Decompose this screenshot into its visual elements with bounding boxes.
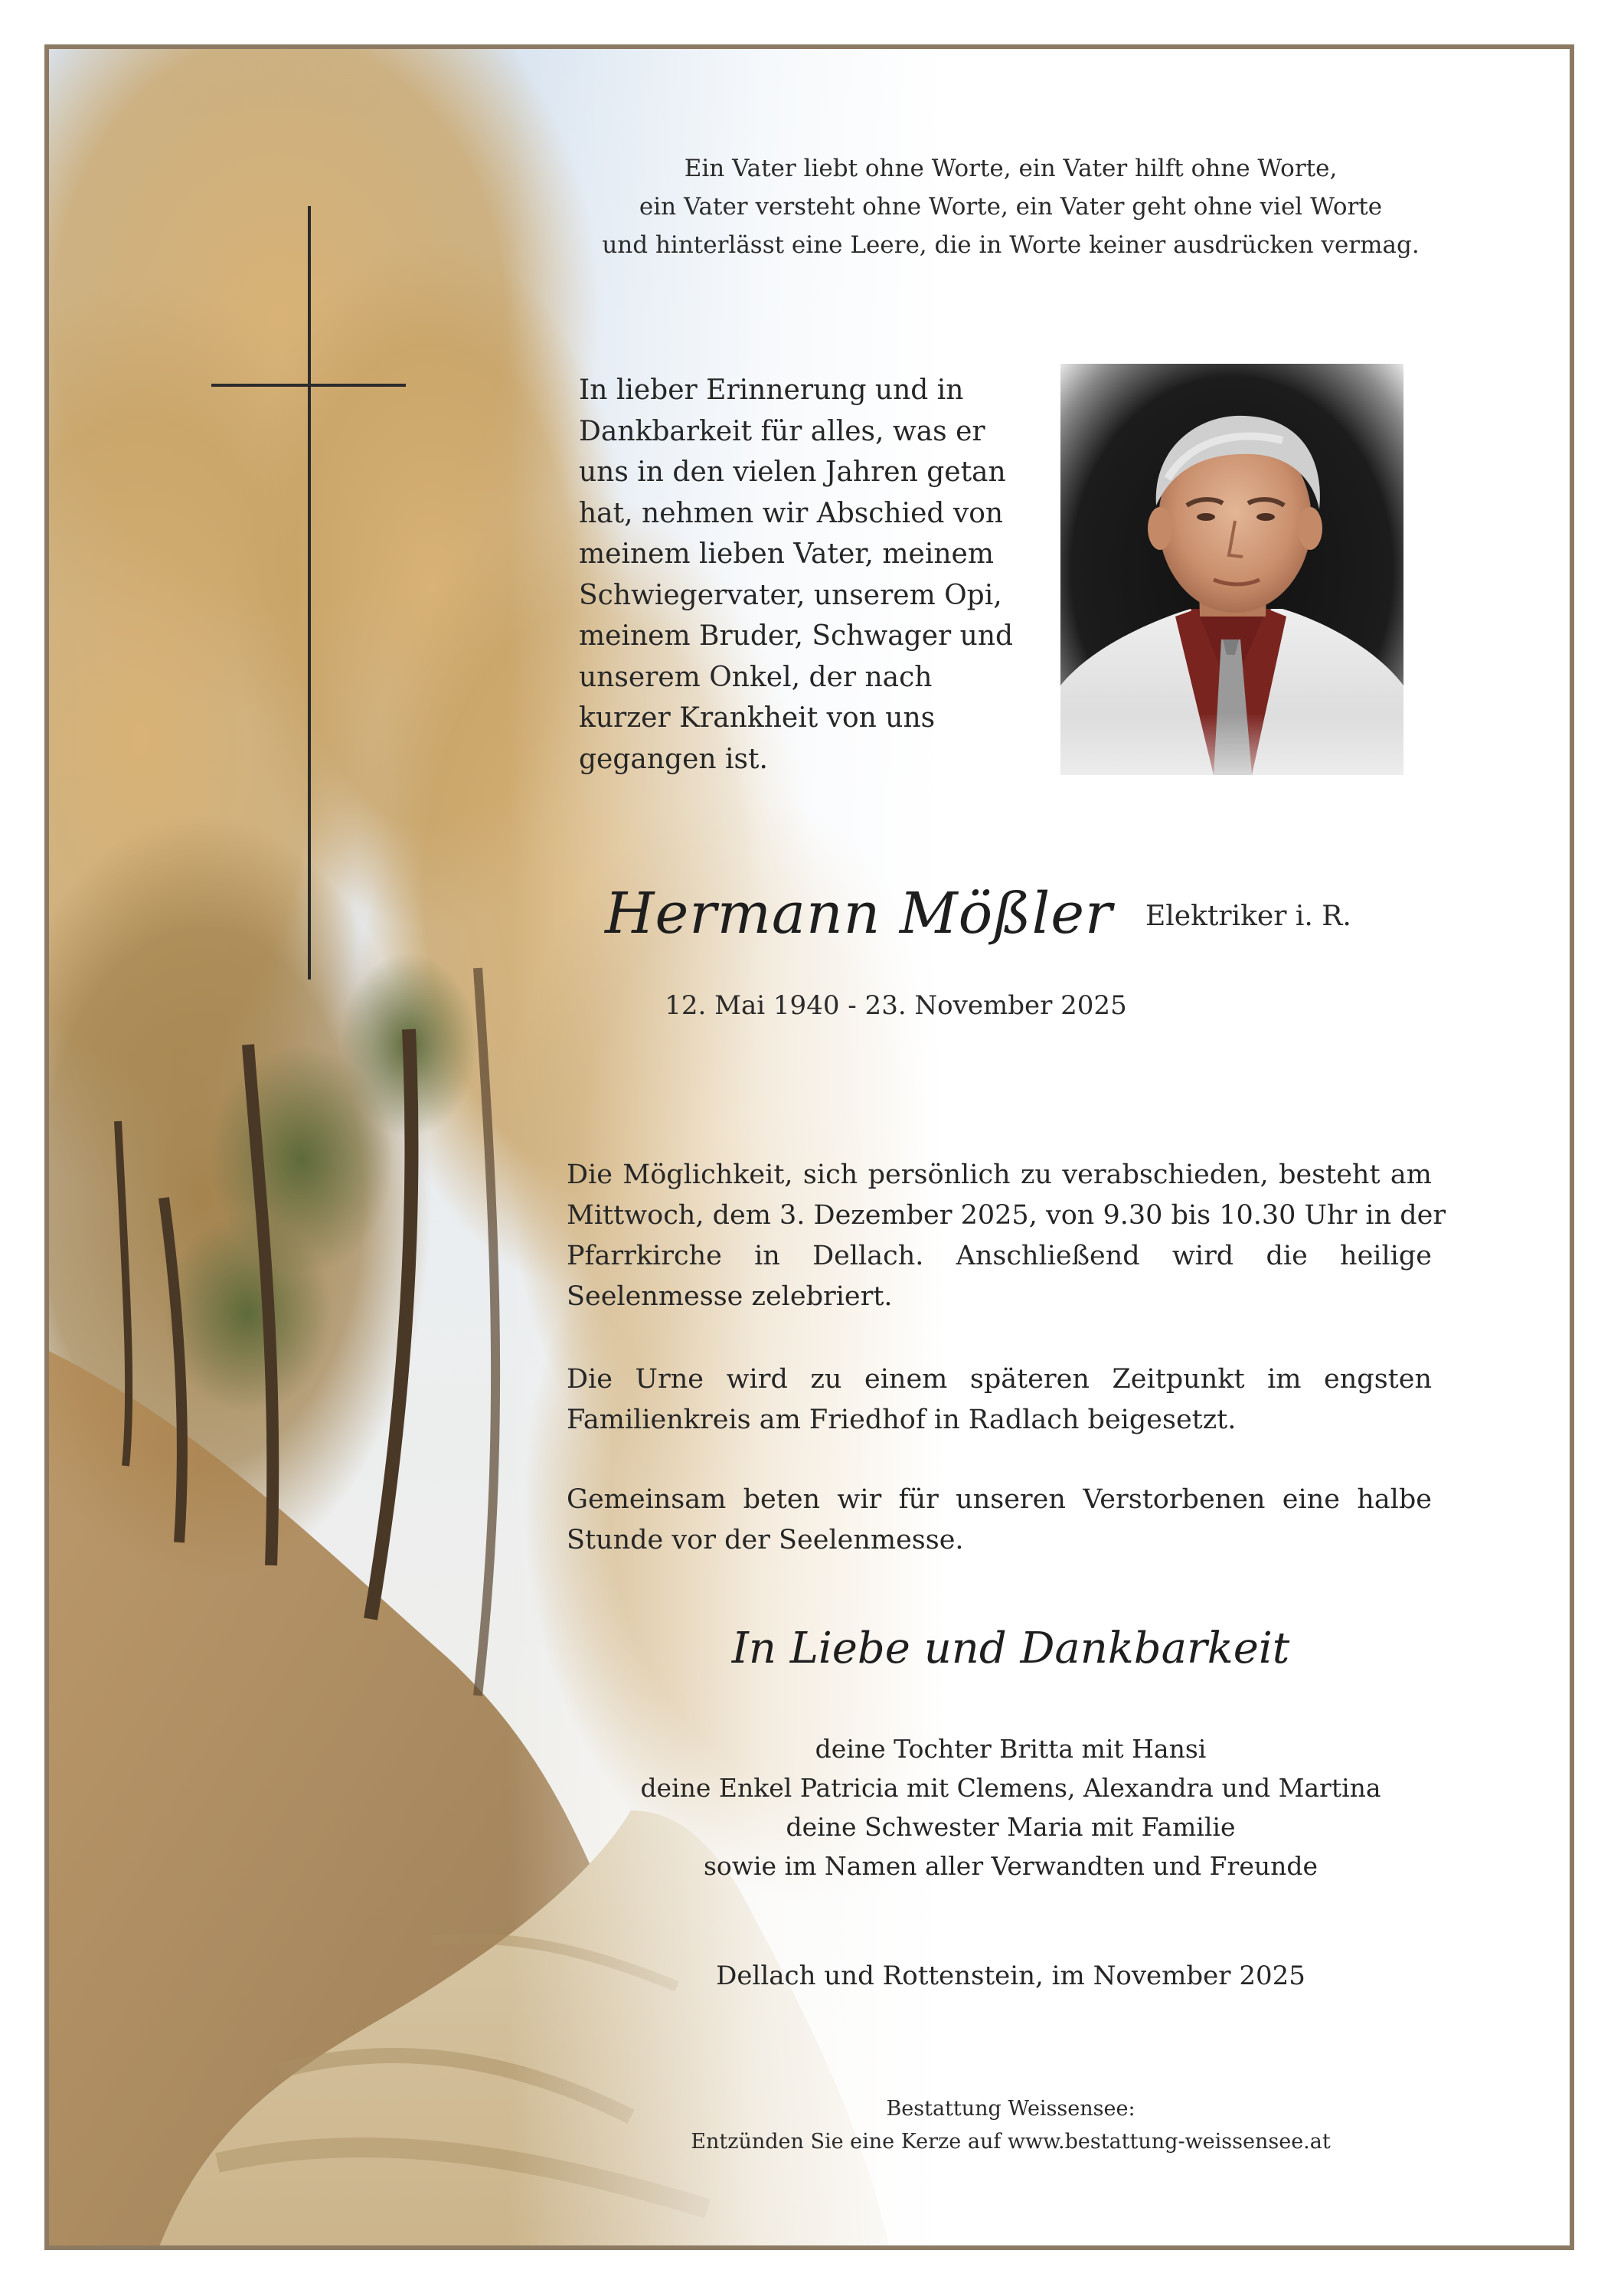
prayer-paragraph — [567, 1480, 1432, 1561]
deceased-profession: Elektriker i. R. — [1145, 901, 1351, 932]
memory-line: In lieber Erinnerung und in — [579, 374, 964, 406]
poem-line: und hinterlässt eine Leere, die in Worte keiner ausdrücken vermag. — [602, 231, 1420, 259]
mourners-list — [567, 1729, 1455, 1886]
notice-line: Seelenmesse zelebriert. — [567, 1281, 893, 1312]
funeral-home-name: Bestattung Weissensee: — [886, 2097, 1135, 2121]
mourner-line: sowie im Namen aller Verwandten und Freunde — [703, 1851, 1318, 1881]
farewell-paragraph — [567, 1155, 1446, 1317]
mourner-line: deine Tochter Britta mit Hansi — [815, 1734, 1207, 1764]
place-and-date: Dellach und Rottenstein, im November 2025 — [716, 1961, 1305, 1991]
mourner-line: deine Enkel Patricia mit Clemens, Alexandra und Martina — [640, 1773, 1381, 1803]
life-dates: 12. Mai 1940 - 23. November 2025 — [665, 990, 1127, 1021]
deceased-name-line — [605, 881, 1447, 965]
memory-line: uns in den vielen Jahren getan — [579, 456, 1006, 488]
closing-heading: In Liebe und Dankbarkeit — [731, 1624, 1290, 1673]
poem-line: Ein Vater liebt ohne Worte, ein Vater hilft ohne Worte, — [684, 155, 1338, 182]
deceased-name: Hermann Mößler — [605, 881, 1113, 947]
notice-line: Gemeinsam beten wir für unseren Verstorbenen eine halbe — [567, 1484, 1432, 1515]
memory-line: gegangen ist. — [579, 743, 768, 775]
cross-horizontal-bar — [211, 384, 406, 387]
memory-line: unserem Onkel, der nach — [579, 661, 933, 693]
notice-line: Pfarrkirche in Dellach. Anschließend wird die heilige — [567, 1241, 1432, 1271]
memory-line: kurzer Krankheit von uns — [579, 702, 936, 734]
poem-line: ein Vater versteht ohne Worte, ein Vater geht ohne viel Worte — [639, 193, 1383, 221]
memory-paragraph — [579, 370, 1015, 780]
memory-line: Schwiegervater, unserem Opi, — [579, 579, 1002, 611]
memory-line: meinem lieben Vater, meinem — [579, 538, 994, 570]
memory-line: meinem Bruder, Schwager und — [579, 620, 1014, 652]
notice-line: Familienkreis am Friedhof in Radlach beigesetzt. — [567, 1405, 1237, 1435]
funeral-home-footer — [567, 2092, 1455, 2158]
mourner-line: deine Schwester Maria mit Familie — [786, 1812, 1236, 1842]
notice-line: Die Urne wird zu einem späteren Zeitpunkt im engsten — [567, 1364, 1432, 1395]
cross-vertical-bar — [308, 206, 311, 980]
notice-line: Stunde vor der Seelenmesse. — [567, 1525, 964, 1555]
poem — [567, 149, 1455, 264]
notice-line: Mittwoch, dem 3. Dezember 2025, von 9.30 bis 10.30 Uhr in der — [567, 1200, 1446, 1231]
urn-paragraph — [567, 1359, 1432, 1441]
candle-link-text[interactable]: Entzünden Sie eine Kerze auf www.bestattung-weissensee.at — [691, 2130, 1331, 2154]
notice-line: Die Möglichkeit, sich persönlich zu verabschieden, besteht am — [567, 1159, 1432, 1190]
memory-line: Dankbarkeit für alles, was er — [579, 415, 985, 447]
memory-line: hat, nehmen wir Abschied von — [579, 497, 1004, 529]
portrait-photo — [1060, 364, 1403, 775]
